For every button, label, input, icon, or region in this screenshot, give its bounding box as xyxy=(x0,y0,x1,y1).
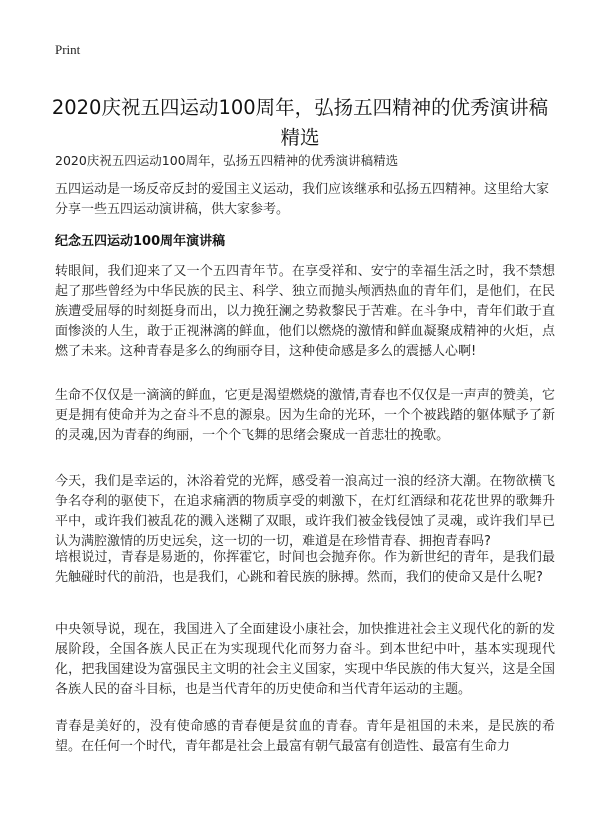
intro-paragraph: 五四运动是一场反帝反封的爱国主义运动，我们应该继承和弘扬五四精神。这里给大家分享一些五四运动演讲稿，供大家参考。 xyxy=(55,182,550,217)
body-paragraph: 中央领导说，现在，我国进入了全面建设小康社会，加快推进社会主义现代化的新的发展阶段，全国各族人民正在为实现现代化而努力奋斗。到本世纪中叶，基本实现现代化，把我国建设为富强民主文明的社会主义国家，实现中华民族的伟大复兴，这是全国各族人民的奋斗目标，也是当代青年的历史使命和当代青年运动的主题。 xyxy=(55,622,555,697)
print-link[interactable]: Print xyxy=(55,42,81,57)
body-paragraph: 今天，我们是幸运的，沐浴着党的光辉，感受着一浪高过一浪的经济大潮。在物欲横飞争名夺利的驱使下，在追求痛洒的物质享受的刺激下，在灯红酒绿和花花世界的歌舞升平中，或许我们被乱花的溅入迷糊了双眼，或许我们被金钱侵蚀了灵魂，或许我们早已认为满腔激情的历史远矣，这一切的一切，难道是在珍惜青春、拥抱青春吗? xyxy=(55,474,555,549)
body-paragraph: 青春是美好的，没有使命感的青春便是贫血的青春。青年是祖国的未来，是民族的希望。在任何一个时代，青年都是社会上最富有朝气最富有创造性、最富有生命力 xyxy=(55,719,555,754)
body-paragraph: 培根说过，青春是易逝的，你挥霍它，时间也会抛弃你。作为新世纪的青年，是我们最先触碰时代的前沿，也是我们，心跳和着民族的脉搏。然而，我们的使命又是什么呢? xyxy=(55,550,555,585)
document-subtitle: 2020庆祝五四运动100周年，弘扬五四精神的优秀演讲稿精选 xyxy=(55,153,399,168)
body-paragraph: 转眼间，我们迎来了又一个五四青年节。在享受祥和、安宁的幸福生活之时，我不禁想起了那些曾经为中华民族的民主、科学、独立而抛头颅洒热血的青年们，是他们，在民族遭受屈辱的时刻挺身而出，以力挽狂澜之势救黎民于苦难。在斗争中，青年们敢于直面惨淡的人生，敢于正视淋漓的鲜血，他们以燃烧的激情和鲜血凝聚成精神的火炬，点燃了未来。这种青春是多么的绚丽夺目，这种使命感是多么的震撼人心啊! xyxy=(55,264,555,359)
document-title: 2020庆祝五四运动100周年，弘扬五四精神的优秀演讲稿精选 xyxy=(51,96,549,150)
section-heading: 纪念五四运动100周年演讲稿 xyxy=(55,234,226,249)
body-paragraph: 生命不仅仅是一滴滴的鲜血，它更是渴望燃烧的激情,青春也不仅仅是一声声的赞美，它更是拥有使命并为之奋斗不息的源泉。因为生命的光环，一个个被践踏的躯体赋予了新的灵魂,因为青春的绚丽，一个个飞舞的思绪会聚成一首悲壮的挽歌。 xyxy=(55,388,555,443)
